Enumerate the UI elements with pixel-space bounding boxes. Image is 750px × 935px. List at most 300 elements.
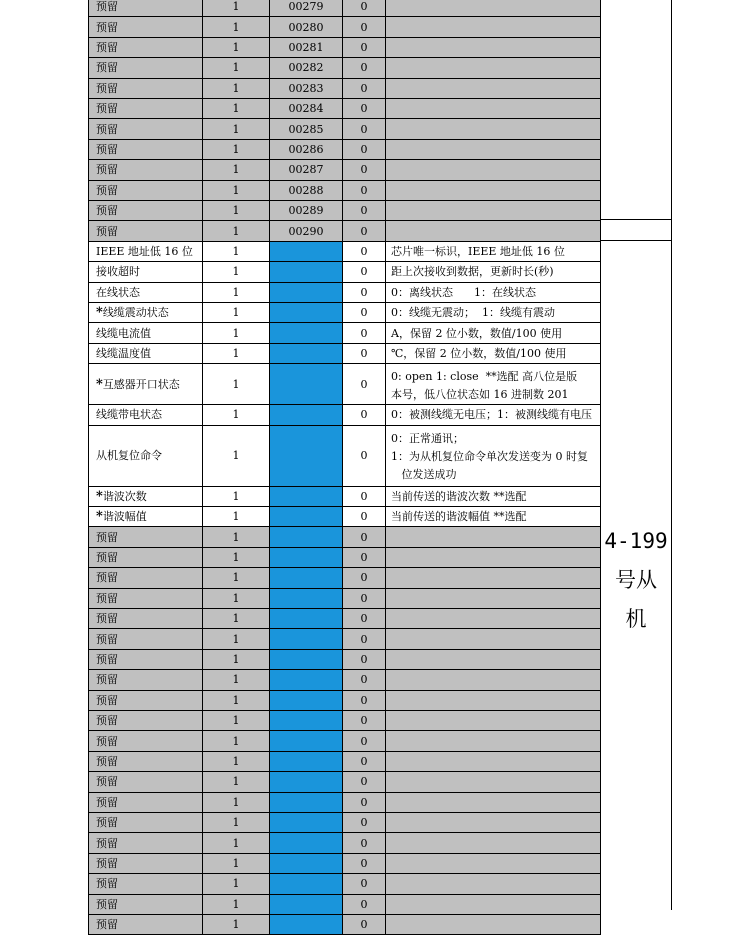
register-name-cell [88, 690, 203, 711]
register-address-cell [269, 404, 343, 425]
register-name-cell [88, 404, 203, 425]
register-address-cell [269, 690, 343, 711]
register-default-cell: 0 [342, 894, 386, 915]
register-default-cell: 0 [342, 669, 386, 690]
register-default-cell: 0 [342, 343, 386, 364]
description-line: 0：线缆无震动； 1：线缆有震动 [391, 306, 555, 320]
register-description-cell [385, 425, 601, 487]
register-description-cell [385, 159, 601, 180]
register-default-cell: 0 [342, 628, 386, 649]
register-default-cell: 0 [342, 57, 386, 78]
register-default-cell: 0 [342, 486, 386, 507]
register-address-cell [269, 261, 343, 282]
register-default-cell: 0 [342, 588, 386, 609]
register-default-cell: 0 [342, 363, 386, 405]
register-address-cell [269, 588, 343, 609]
register-length-cell: 1 [202, 159, 270, 180]
table-row [89, 0, 601, 17]
register-address-cell [269, 873, 343, 894]
register-default-cell: 0 [342, 690, 386, 711]
register-length-cell: 1 [202, 78, 270, 99]
register-name: 预留 [96, 20, 118, 34]
register-length-cell: 1 [202, 343, 270, 364]
register-name: 预留 [96, 204, 118, 218]
register-name-cell [88, 16, 203, 37]
description-line: 0：正常通讯； [391, 431, 464, 445]
register-default-cell: 0 [342, 526, 386, 547]
table-row [89, 160, 601, 180]
register-description-cell [385, 0, 601, 17]
register-length-cell: 1 [202, 792, 270, 813]
register-description-cell [385, 690, 601, 711]
register-description-cell [385, 261, 601, 282]
register-description-cell [385, 16, 601, 37]
register-description-cell [385, 669, 601, 690]
register-name-cell [88, 812, 203, 833]
register-address-cell [269, 730, 343, 751]
register-name: 预留 [96, 163, 118, 177]
slave-label-line: 4-199 [604, 529, 668, 553]
register-default-cell: 0 [342, 261, 386, 282]
table-row [89, 650, 601, 670]
register-default-cell: 0 [342, 78, 386, 99]
register-name: 从机复位命令 [96, 449, 162, 463]
register-description-cell [385, 506, 601, 527]
register-name: 预留 [96, 612, 118, 626]
register-description-cell [385, 78, 601, 99]
register-length-cell: 1 [202, 812, 270, 833]
register-name: 预留 [96, 877, 118, 891]
register-description-cell [385, 894, 601, 915]
register-address-cell: 00279 [269, 0, 343, 17]
register-address-cell [269, 486, 343, 507]
register-address-cell: 00285 [269, 118, 343, 139]
register-address-cell [269, 669, 343, 690]
register-name-cell [88, 608, 203, 629]
register-default-cell: 0 [342, 506, 386, 527]
register-description-cell [385, 628, 601, 649]
register-address-cell [269, 302, 343, 323]
register-length-cell: 1 [202, 567, 270, 588]
table-row [89, 895, 601, 915]
register-default-cell: 0 [342, 0, 386, 17]
register-default-cell: 0 [342, 139, 386, 160]
register-name: 预留 [96, 550, 118, 564]
register-length-cell: 1 [202, 404, 270, 425]
register-name-cell [88, 567, 203, 588]
register-default-cell: 0 [342, 159, 386, 180]
table-row [89, 181, 601, 201]
register-address-cell [269, 649, 343, 670]
register-description-cell [385, 404, 601, 425]
register-name-cell [88, 894, 203, 915]
table-row [89, 527, 601, 547]
register-name: 预留 [96, 224, 118, 238]
register-length-cell: 1 [202, 588, 270, 609]
register-name: IEEE 地址低 16 位 [96, 244, 193, 258]
register-description-cell [385, 608, 601, 629]
register-name: 预留 [96, 734, 118, 748]
register-name: 线缆温度值 [96, 346, 151, 360]
register-default-cell: 0 [342, 649, 386, 670]
register-name-cell [88, 343, 203, 364]
table-row [89, 813, 601, 833]
register-description-cell [385, 649, 601, 670]
register-name-cell [88, 486, 203, 507]
register-name: 预留 [96, 0, 118, 14]
table-row [89, 691, 601, 711]
register-name-cell [88, 322, 203, 343]
register-description-cell [385, 771, 601, 792]
register-default-cell: 0 [342, 914, 386, 935]
description-line: 0：被测线缆无电压；1：被测线缆有电压 [391, 408, 592, 422]
register-default-cell: 0 [342, 220, 386, 241]
register-description-cell [385, 322, 601, 343]
table-row [89, 201, 601, 221]
register-default-cell: 0 [342, 547, 386, 568]
register-name-cell [88, 873, 203, 894]
register-description-cell [385, 139, 601, 160]
register-address-cell [269, 853, 343, 874]
register-description-cell [385, 526, 601, 547]
register-description-cell [385, 812, 601, 833]
register-default-cell: 0 [342, 404, 386, 425]
register-default-cell: 0 [342, 16, 386, 37]
register-name: 预留 [96, 836, 118, 850]
register-name: 预留 [96, 591, 118, 605]
register-length-cell: 1 [202, 873, 270, 894]
register-name-cell [88, 649, 203, 670]
register-name-cell [88, 710, 203, 731]
register-name: 线缆震动状态 [102, 306, 169, 320]
register-name-cell [88, 37, 203, 58]
register-default-cell: 0 [342, 771, 386, 792]
register-address-cell [269, 526, 343, 547]
register-default-cell: 0 [342, 730, 386, 751]
table-row [89, 772, 601, 792]
table-row [89, 405, 601, 425]
description-line: 1：为从机复位命令单次发送变为 0 时复 [391, 449, 588, 463]
register-name-cell [88, 751, 203, 772]
register-description-cell [385, 241, 601, 262]
register-address-cell: 00283 [269, 78, 343, 99]
register-length-cell: 1 [202, 832, 270, 853]
register-address-cell [269, 567, 343, 588]
register-name: 预留 [96, 754, 118, 768]
slave-column [600, 0, 672, 910]
register-name: 谐波幅值 [102, 510, 147, 524]
register-name: 预留 [96, 918, 118, 932]
table-row [89, 507, 601, 527]
table-row [89, 17, 601, 37]
register-length-cell: 1 [202, 506, 270, 527]
register-default-cell: 0 [342, 792, 386, 813]
register-description-cell [385, 547, 601, 568]
register-default-cell: 0 [342, 98, 386, 119]
register-address-cell: 00282 [269, 57, 343, 78]
register-description-cell [385, 567, 601, 588]
register-address-cell [269, 792, 343, 813]
register-name-cell [88, 506, 203, 527]
table-row [89, 548, 601, 568]
register-description-cell [385, 832, 601, 853]
register-name: 在线状态 [96, 285, 140, 299]
register-length-cell: 1 [202, 302, 270, 323]
optional-marker: * [96, 305, 103, 321]
description-line: 芯片唯一标识，IEEE 地址低 16 位 [391, 244, 565, 258]
register-default-cell: 0 [342, 180, 386, 201]
register-default-cell: 0 [342, 241, 386, 262]
register-address-cell [269, 771, 343, 792]
register-description-cell [385, 710, 601, 731]
register-name-cell [88, 302, 203, 323]
register-description-cell [385, 588, 601, 609]
register-length-cell: 1 [202, 526, 270, 547]
register-name: 预留 [96, 40, 118, 54]
register-address-cell [269, 241, 343, 262]
register-default-cell: 0 [342, 425, 386, 487]
register-address-cell: 00290 [269, 220, 343, 241]
table-row [89, 79, 601, 99]
register-name: 预留 [96, 693, 118, 707]
register-length-cell: 1 [202, 649, 270, 670]
register-name: 预留 [96, 530, 118, 544]
register-address-cell: 00281 [269, 37, 343, 58]
register-default-cell: 0 [342, 322, 386, 343]
slave-label-line: 号从 [615, 568, 657, 592]
register-name-cell [88, 241, 203, 262]
register-name-cell [88, 526, 203, 547]
description-line: 位发送成功 [391, 467, 457, 481]
register-description-cell [385, 363, 601, 405]
register-address-cell: 00286 [269, 139, 343, 160]
register-length-cell: 1 [202, 322, 270, 343]
register-name-cell [88, 118, 203, 139]
column-divider [600, 219, 672, 220]
register-name-cell [88, 282, 203, 303]
register-name-cell [88, 200, 203, 221]
register-name-cell [88, 547, 203, 568]
table-row [89, 119, 601, 139]
register-address-cell [269, 425, 343, 487]
register-name: 预留 [96, 775, 118, 789]
register-length-cell: 1 [202, 669, 270, 690]
register-address-cell [269, 282, 343, 303]
table-row [89, 344, 601, 364]
register-name: 预留 [96, 102, 118, 116]
description-line: 本号，低八位状态如 16 进制数 201 [391, 388, 569, 402]
register-name-cell [88, 914, 203, 935]
register-description-cell [385, 302, 601, 323]
register-name: 预留 [96, 61, 118, 75]
register-length-cell: 1 [202, 139, 270, 160]
register-default-cell: 0 [342, 37, 386, 58]
register-name: 预留 [96, 816, 118, 830]
table-row [89, 38, 601, 58]
register-address-cell [269, 608, 343, 629]
register-description-cell [385, 220, 601, 241]
slave-label-line: 机 [625, 607, 647, 631]
register-description-cell [385, 343, 601, 364]
table-row [89, 58, 601, 78]
register-description-cell [385, 180, 601, 201]
table-row [89, 752, 601, 772]
table-row [89, 364, 601, 405]
register-default-cell: 0 [342, 751, 386, 772]
register-length-cell: 1 [202, 730, 270, 751]
table-row [89, 426, 601, 487]
register-description-cell [385, 792, 601, 813]
table-row [89, 303, 601, 323]
register-description-cell [385, 914, 601, 935]
table-row [89, 568, 601, 588]
register-name: 预留 [96, 795, 118, 809]
register-description-cell [385, 751, 601, 772]
register-length-cell: 1 [202, 220, 270, 241]
register-default-cell: 0 [342, 200, 386, 221]
register-name-cell [88, 363, 203, 405]
description-line: 当前传送的谐波次数 **选配 [391, 489, 527, 503]
register-description-cell [385, 873, 601, 894]
register-address-cell [269, 363, 343, 405]
register-default-cell: 0 [342, 302, 386, 323]
register-default-cell: 0 [342, 282, 386, 303]
register-name-cell [88, 588, 203, 609]
register-length-cell: 1 [202, 914, 270, 935]
description-line: 距上次接收到数据，更新时长(秒) [391, 265, 554, 279]
register-name-cell [88, 139, 203, 160]
register-length-cell: 1 [202, 118, 270, 139]
register-name: 预留 [96, 183, 118, 197]
table-row [89, 731, 601, 751]
register-length-cell: 1 [202, 628, 270, 649]
register-name-cell [88, 771, 203, 792]
table-row [89, 242, 601, 262]
column-divider [600, 240, 672, 241]
register-length-cell: 1 [202, 690, 270, 711]
table-row [89, 609, 601, 629]
register-name: 谐波次数 [102, 489, 147, 503]
table-row [89, 833, 601, 853]
register-default-cell: 0 [342, 832, 386, 853]
register-name: 预留 [96, 142, 118, 156]
register-name-cell [88, 220, 203, 241]
description-line: A，保留 2 位小数，数值/100 使用 [391, 326, 563, 340]
register-length-cell: 1 [202, 0, 270, 17]
register-address-cell: 00284 [269, 98, 343, 119]
register-name-cell [88, 853, 203, 874]
register-address-cell [269, 832, 343, 853]
table-row [89, 221, 601, 241]
table-row [89, 711, 601, 731]
register-description-cell [385, 730, 601, 751]
table-row [89, 915, 601, 935]
register-name-cell [88, 78, 203, 99]
optional-marker: * [96, 488, 103, 504]
register-name: 预留 [96, 632, 118, 646]
register-name: 接收超时 [96, 265, 140, 279]
register-length-cell: 1 [202, 282, 270, 303]
register-default-cell: 0 [342, 710, 386, 731]
table-row [89, 854, 601, 874]
register-description-cell [385, 118, 601, 139]
register-description-cell [385, 57, 601, 78]
table-row [89, 670, 601, 690]
register-length-cell: 1 [202, 894, 270, 915]
register-address-cell: 00287 [269, 159, 343, 180]
register-name-cell [88, 730, 203, 751]
register-length-cell: 1 [202, 57, 270, 78]
register-address-cell [269, 628, 343, 649]
register-length-cell: 1 [202, 771, 270, 792]
table-row [89, 140, 601, 160]
register-description-cell [385, 853, 601, 874]
register-address-cell: 00280 [269, 16, 343, 37]
register-address-cell [269, 812, 343, 833]
register-length-cell: 1 [202, 200, 270, 221]
register-description-cell [385, 37, 601, 58]
register-name: 预留 [96, 571, 118, 585]
table-row [89, 793, 601, 813]
register-name-cell [88, 261, 203, 282]
register-address-cell [269, 710, 343, 731]
register-name: 预留 [96, 652, 118, 666]
register-length-cell: 1 [202, 751, 270, 772]
register-name: 预留 [96, 897, 118, 911]
slave-range-label [600, 522, 672, 639]
register-name: 预留 [96, 714, 118, 728]
table-row [89, 874, 601, 894]
register-name-cell [88, 628, 203, 649]
register-length-cell: 1 [202, 241, 270, 262]
register-name-cell [88, 832, 203, 853]
optional-marker: * [96, 509, 103, 525]
register-address-cell [269, 322, 343, 343]
description-line: 当前传送的谐波幅值 **选配 [391, 510, 527, 524]
table-row [89, 487, 601, 507]
register-name-cell [88, 57, 203, 78]
register-length-cell: 1 [202, 16, 270, 37]
register-length-cell: 1 [202, 98, 270, 119]
register-address-cell: 00289 [269, 200, 343, 221]
register-name-cell [88, 792, 203, 813]
register-description-cell [385, 98, 601, 119]
register-default-cell: 0 [342, 567, 386, 588]
table-row [89, 99, 601, 119]
register-default-cell: 0 [342, 853, 386, 874]
table-row [89, 589, 601, 609]
register-length-cell: 1 [202, 710, 270, 731]
register-default-cell: 0 [342, 873, 386, 894]
table-row [89, 262, 601, 282]
register-name-cell [88, 180, 203, 201]
register-name: 预留 [96, 856, 118, 870]
register-name: 线缆电流值 [96, 326, 151, 340]
register-name: 互感器开口状态 [102, 377, 180, 391]
register-name-cell [88, 159, 203, 180]
register-default-cell: 0 [342, 118, 386, 139]
register-default-cell: 0 [342, 608, 386, 629]
register-address-cell [269, 547, 343, 568]
register-address-cell [269, 343, 343, 364]
register-length-cell: 1 [202, 486, 270, 507]
register-name: 预留 [96, 122, 118, 136]
table-row [89, 283, 601, 303]
register-address-cell [269, 506, 343, 527]
description-line: ℃，保留 2 位小数，数值/100 使用 [391, 346, 567, 360]
register-length-cell: 1 [202, 363, 270, 405]
register-length-cell: 1 [202, 425, 270, 487]
